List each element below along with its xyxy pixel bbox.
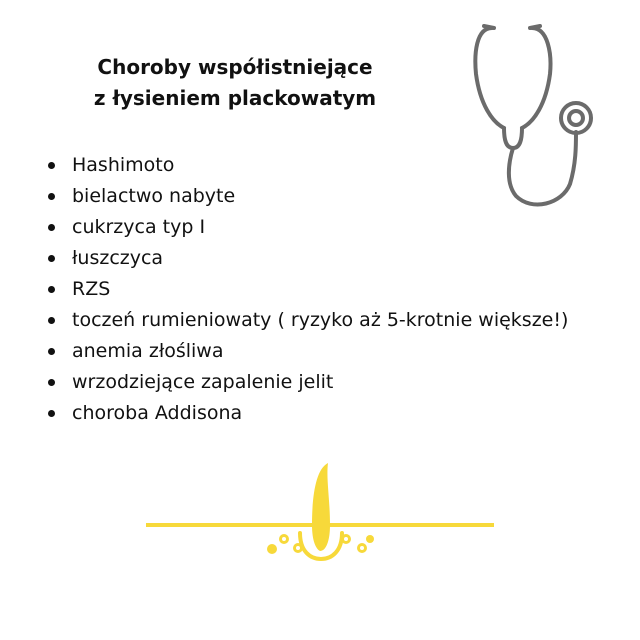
list-item — [46, 181, 568, 212]
bullet-icon — [48, 317, 55, 324]
list-item-text: cukrzyca typ I — [72, 216, 206, 238]
list-item — [46, 305, 568, 336]
list-item — [46, 336, 568, 367]
bullet-icon — [48, 162, 55, 169]
list-item-text: toczeń rumieniowaty ( ryzyko aż 5-krotnie większe!) — [72, 309, 569, 331]
bullet-icon — [48, 348, 55, 355]
bullet-icon — [48, 410, 55, 417]
hair-follicle-icon — [140, 455, 500, 565]
list-item — [46, 212, 568, 243]
bullet-icon — [48, 255, 55, 262]
list-item — [46, 243, 568, 274]
bullet-icon — [48, 286, 55, 293]
page-title — [40, 52, 430, 114]
list-item — [46, 274, 568, 305]
title-line-2: z łysieniem plackowatym — [93, 86, 377, 110]
list-item — [46, 150, 568, 181]
disease-list — [46, 150, 568, 429]
list-item-text: RZS — [72, 278, 111, 300]
bullet-icon — [48, 193, 55, 200]
list-item-text: wrzodziejące zapalenie jelit — [72, 371, 334, 393]
list-item-text: łuszczyca — [72, 247, 164, 269]
bullet-icon — [48, 379, 55, 386]
list-item-text: bielactwo nabyte — [72, 185, 236, 207]
bullet-icon — [48, 224, 55, 231]
list-item — [46, 398, 568, 429]
title-line-1: Choroby współistniejące — [97, 55, 373, 79]
list-item-text: anemia złośliwa — [72, 340, 224, 362]
list-item — [46, 367, 568, 398]
list-item-text: Hashimoto — [72, 154, 175, 176]
list-item-text: choroba Addisona — [72, 402, 243, 424]
